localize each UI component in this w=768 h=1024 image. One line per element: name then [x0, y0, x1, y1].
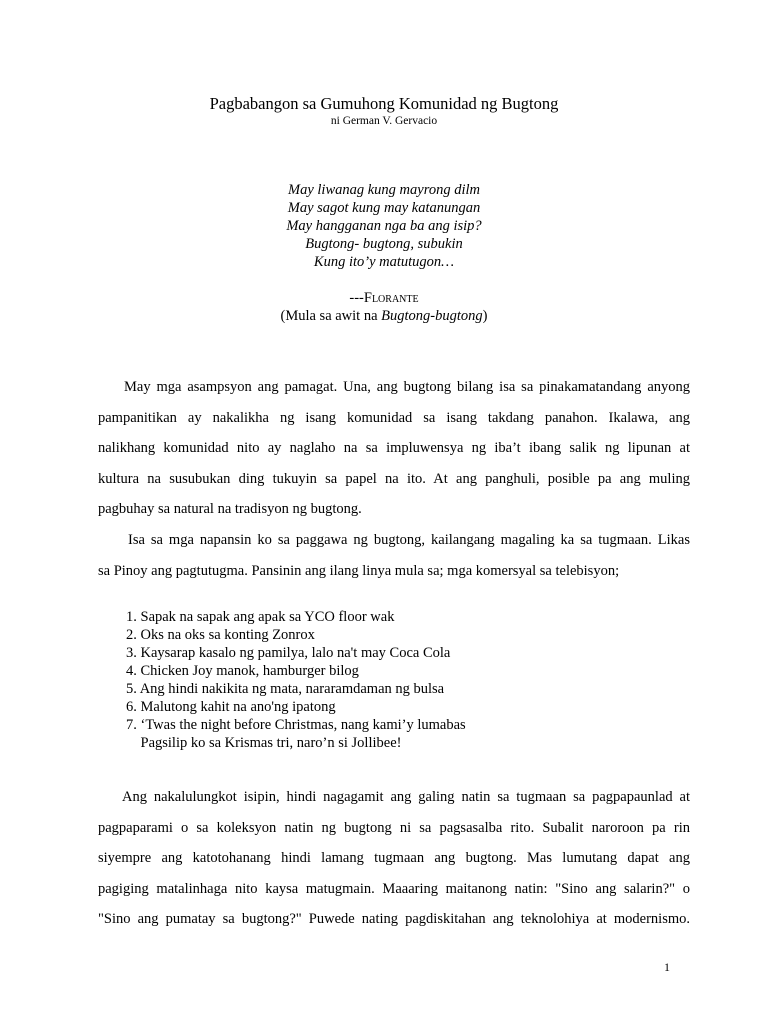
paragraph-line: Ang nakalulungkot isipin, hindi nagagamit ang galing natin sa tugmaan sa pagpapaunlad at: [122, 789, 690, 805]
paragraph-line: pampanitikan ay nakalikha ng isang komunidad sa isang takdang panahon. Ikalawa, ang: [98, 409, 690, 426]
paragraph-line: sa Pinoy ang pagtutugma. Pansinin ang ilang linya mula sa; mga komersyal sa telebisyon;: [98, 562, 620, 579]
poem-line: May liwanag kung mayrong dilm: [288, 182, 480, 198]
list-item: 6. Malutong kahit na ano'ng ipatong: [126, 699, 336, 715]
attribution-name: Florante: [363, 290, 419, 306]
paragraph-line: May mga asampsyon ang pamagat. Una, ang bugtong bilang isa sa pinakamatandang anyong: [124, 379, 690, 395]
paragraph-2: [98, 525, 690, 586]
document-title: Pagbabangon sa Gumuhong Komunidad ng Bugtong: [209, 94, 559, 113]
list-item: 1. Sapak na sapak ang apak sa YCO floor wak: [126, 609, 395, 625]
list-item: 4. Chicken Joy manok, hamburger bilog: [126, 663, 359, 679]
attribution-source-line: [0, 307, 768, 325]
list-item: 2. Oks na oks sa konting Zonrox: [126, 627, 315, 643]
poem-line: Bugtong- bugtong, subukin: [305, 236, 463, 252]
attribution-dashes: ---: [349, 290, 364, 306]
poem-line: May hangganan nga ba ang isip?: [286, 218, 482, 234]
list-item: 3. Kaysarap kasalo ng pamilya, lalo na't may Coca Cola: [126, 645, 451, 661]
list-item: 5. Ang hindi nakikita ng mata, nararamdaman ng bulsa: [126, 681, 445, 697]
paragraph-3: [98, 782, 690, 935]
document-author: ni German V. Gervacio: [330, 115, 438, 127]
page-number: 1: [664, 960, 670, 974]
paragraph-line: pagpaparami o sa koleksyon natin ng bugtong ni sa pagsasalba rito. Subalit naroroon pa rin: [98, 819, 690, 836]
paragraph-line: pagiging matalinhaga nito kaysa matugmain. Maaaring maitanong natin: "Sino ang salarin?" o: [98, 880, 690, 897]
paragraph-line: kultura na susubukan ding tukuyin sa papel na ito. At ang panghuli, posible pa ang muling: [98, 470, 690, 487]
attribution-source-title: Bugtong-bugtong: [381, 308, 483, 324]
commercial-lines-list: [126, 608, 686, 752]
attribution-source-prefix: (Mula sa awit na: [280, 308, 382, 324]
attribution-source-suffix: ): [482, 308, 488, 324]
paragraph-line: siyempre ang katotohanang hindi lamang tugmaan ang bugtong. Mas lumutang dapat ang: [98, 850, 690, 866]
paragraph-line: nalikhang komunidad nito ay naglaho na sa impluwensya ng iba’t ibang salik ng lipunan at: [98, 440, 690, 456]
poem-line: Kung ito’y matutugon…: [313, 254, 455, 270]
paragraph-line: pagbuhay sa natural na tradisyon ng bugtong.: [98, 501, 362, 517]
paragraph-line: Isa sa mga napansin ko sa paggawa ng bugtong, kailangang magaling ka sa tugmaan. Likas: [128, 532, 690, 548]
paragraph-1: [98, 372, 690, 525]
epigraph-attribution: [0, 289, 768, 325]
paragraph-line: "Sino ang pumatay sa bugtong?" Puwede nating pagdiskitahan ang teknolohiya at modernismo.: [98, 911, 690, 927]
epigraph-poem: [0, 181, 768, 271]
attribution-author-line: [0, 289, 768, 307]
list-item: 7. ‘Twas the night before Christmas, nang kami’y lumabas: [126, 717, 466, 733]
list-item: Pagsilip ko sa Krismas tri, naro’n si Jollibee!: [126, 735, 402, 751]
poem-line: May sagot kung may katanungan: [287, 200, 481, 216]
